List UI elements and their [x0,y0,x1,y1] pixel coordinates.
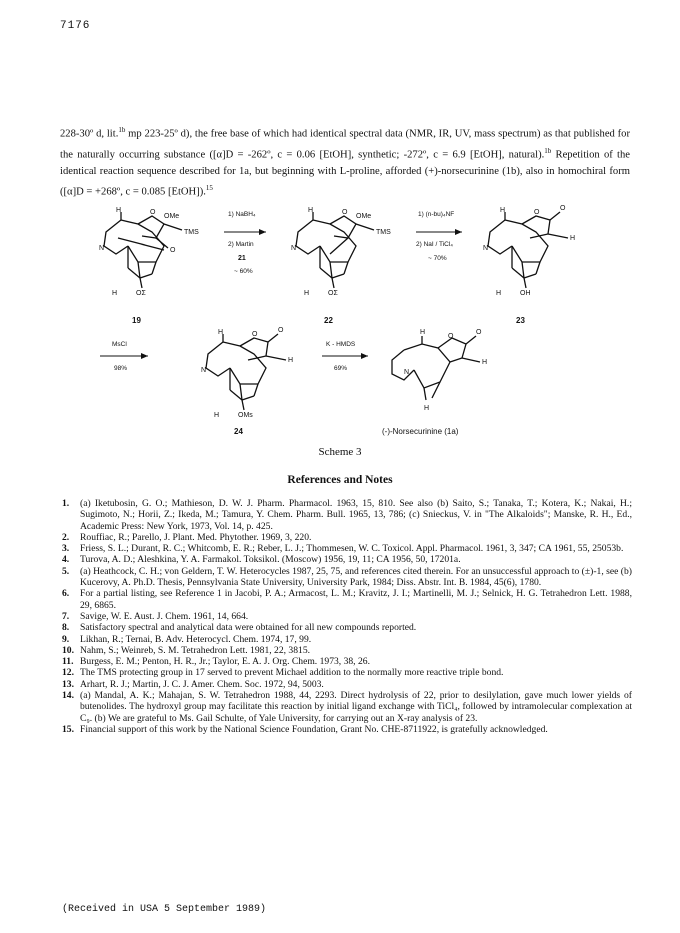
scheme-drawing [60,198,630,438]
c19-n: N [99,245,105,252]
reference-number: 8. [62,622,70,634]
arrow4-reagent: K - HMDS [326,341,356,348]
c1a-label: (-)-Norsecurinine (1a) [382,427,459,436]
reaction-scheme [60,198,630,438]
arrow-3 [100,341,148,372]
reference-item [62,498,632,532]
arrow2-reagent1: 1) (n-bu)₄NF [418,211,455,218]
intro-sup-1: 1b [118,126,126,134]
c23-carbonyl-o: O [560,205,566,212]
c23-o: O [534,209,540,216]
c22-os: OΣ [328,290,338,297]
reference-item [62,667,632,678]
reference-number: 12. [62,667,74,679]
reference-text: Turova, A. D.; Aleshkina, Y. A. Farmakol. Toksikol. (Moscow) 1956, 19, 11; CA 1956, 50, 17201a. [80,554,461,566]
c24-h-vinyl: H [288,357,294,364]
arrow-4 [322,341,368,372]
intro-text-3: Repetition of the identical reaction sequence described for 1a, but beginning with L-proline, afforded (+)-norsecurinine (1b), also in homochiral form ([α]D = +268º, c = 0.085 [EtOH]). [60,149,630,198]
arrow-1 [224,211,266,275]
c24-oms: OMs [238,412,253,419]
reference-item [62,566,632,589]
compound-23-structure [483,205,575,325]
arrow1-compound: 21 [238,255,246,262]
c19-h-bottom: H [112,290,118,297]
c22-ome: OMe [356,213,372,220]
page-number: 7176 [60,20,91,32]
arrow3-reagent: MsCl [112,341,127,348]
c1a-h-vinyl: H [482,359,488,366]
reference-number: 15. [62,723,74,735]
c22-tms: TMS [376,229,391,236]
c19-ome: OMe [164,213,180,220]
reference-item [62,679,632,690]
c19-tms: TMS [184,229,199,236]
intro-sup-2: 1b [544,146,552,155]
reference-number: 4. [62,554,70,566]
c1a-n: N [404,369,410,376]
reference-item [62,588,632,611]
intro-sup-3: 15 [205,184,213,193]
reference-text: (a) Iketubosin, G. O.; Mathieson, D. W. J. Pharm. Pharmacol. 1963, 15, 810. See also (b) Saito, S.; Tanaka, T.; Kotera, K.; Nakai, H.; Sugimoto, N.; Horii, Z.; Ikeda, M.; Tamura, Y. Chem. Pharm. Bull. 1965, 13, 786; (c) Snieckus, V. in "The Alkaloids"; Manske, R. H., Ed., Academic Press: New York, 1973, Vol. 14, p. 425. [80,498,632,532]
reference-text: The TMS protecting group in 17 served to prevent Michael addition to the normally more reactive triple bond. [80,667,504,679]
reference-text: Burgess, E. M.; Penton, H. R., Jr.; Taylor, E. A. J. Org. Chem. 1973, 38, 26. [80,656,370,668]
compound-1a-structure [382,329,487,436]
c23-h-top: H [500,207,506,214]
reference-item [62,724,632,735]
arrow2-reagent2: 2) NaI / TiCl₄ [416,241,453,248]
c22-o: O [342,209,348,216]
reference-text: For a partial listing, see Reference 1 in Jacobi, P. A.; Armacost, L. M.; Kravitz, J. I.; Martinelli, M. J.; Selnick, H. G. Tetrahedron Lett. 1988, 29, 6865. [80,588,632,611]
reference-number: 14. [62,690,74,702]
arrow1-yield: ~ 60% [234,268,253,275]
compound-24-structure [201,327,293,436]
scheme-caption: Scheme 3 [318,446,362,458]
reference-number: 11. [62,656,74,668]
c19-label: 19 [132,316,141,325]
c24-n: N [201,367,207,374]
reference-text: Likhan, R.; Ternai, B. Adv. Heterocycl. Chem. 1974, 17, 99. [80,633,312,645]
arrow4-yield: 69% [334,365,348,372]
c1a-o: O [448,333,454,340]
reference-text: Financial support of this work by the National Science Foundation, Grant No. CHE-8711922, is gratefully acknowledged. [80,723,548,735]
arrow3-yield: 98% [114,365,128,372]
reference-text: Rouffiac, R.; Parello, J. Plant. Med. Phytother. 1969, 3, 220. [80,531,312,543]
c24-h-top: H [218,329,224,336]
reference-number: 9. [62,633,70,645]
reference-number: 10. [62,644,74,656]
c22-label: 22 [324,316,333,325]
intro-text-2: mp 223-25º d), the free base of which had identical spectral data (NMR, IR, UV, mass spectrum) as that published for the naturally occurring substance ([α]D = -262º, c = 0.06 [EtOH], synthetic; -272º, c = 6.9 [EtOH], natural). [60,128,630,161]
reference-text: Friess, S. L.; Durant, R. C.; Whitcomb, E. R.; Reber, L. J.; Thommesen, W. C. Toxicol. Appl. Pharmacol. 1961, 3, 347; CA 1961, 55, 25053b. [80,543,624,555]
c24-h-bottom: H [214,412,220,419]
compound-19-structure [99,207,199,325]
reference-text: (a) Heathcock, C. H.; von Geldern, T. W. Heterocycles 1987, 25, 75, and references cited therein. For an unsuccessful approach to (±)-1, see (b) Kucerovy, A. Ph.D. Thesis, Pennsylvania State University, University Park, 1984; Diss. Abstr. Int. B. 1984, 45(6), 1780. [80,565,632,589]
c1a-carbonyl-o: O [476,329,482,336]
arrow1-reagent2: 2) Martin [228,241,254,248]
reference-item [62,690,632,724]
c22-h-bottom: H [304,290,310,297]
references-list [62,498,632,735]
arrow-2 [416,211,462,262]
received-date: (Received in USA 5 September 1989) [62,904,267,915]
reference-text: Arhart, R. J.; Martin, J. C. J. Amer. Chem. Soc. 1972, 94, 5003. [80,678,324,690]
reference-item [62,554,632,565]
c23-n: N [483,245,489,252]
c23-label: 23 [516,316,525,325]
reference-item [62,645,632,656]
reference-number: 3. [62,543,70,555]
reference-item [62,622,632,633]
reference-text: Nahm, S.; Weinreb, S. M. Tetrahedron Lett. 1981, 22, 3815. [80,644,311,656]
c22-n: N [291,245,297,252]
c19-h-top: H [116,207,122,214]
reference-number: 5. [62,565,70,577]
reference-number: 2. [62,531,70,543]
c1a-h-top: H [420,329,426,336]
compound-22-structure [291,207,391,325]
reference-text: Savige, W. E. Aust. J. Chem. 1961, 14, 664. [80,610,249,622]
arrow2-yield: ~ 70% [428,255,447,262]
reference-item [62,543,632,554]
reference-item [62,656,632,667]
reference-number: 6. [62,588,70,600]
arrow1-reagent1: 1) NaBH₄ [228,211,256,218]
references-heading: References and Notes [287,474,393,486]
reference-number: 13. [62,678,74,690]
intro-paragraph [60,122,630,201]
reference-number: 1. [62,498,70,509]
reference-text: (a) Mandal, A. K.; Mahajan, S. W. Tetrahedron 1988, 44, 2293. Direct hydrolysis of 22, prior to desilylation, gave much lower yields of butenolides. The hydroxyl group may facilitate this reaction by initial ligand exchange with TiCl₄, followed by intramolecular complexation at C₉. (b) We are grateful to Ms. Gail Schulte, of Yale University, for carrying out an X-ray analysis of 23. [80,690,632,724]
c24-label: 24 [234,427,243,436]
intro-text-1: 228-30º d, lit. [60,128,119,140]
c24-o: O [252,331,258,338]
reference-item [62,611,632,622]
c24-carbonyl-o: O [278,327,284,334]
c19-os: OΣ [136,290,146,297]
c23-oh: OH [520,290,531,297]
reference-item [62,634,632,645]
c19-ketone-o: O [170,247,176,254]
c23-h-bottom: H [496,290,502,297]
reference-text: Satisfactory spectral and analytical data were obtained for all new compounds reported. [80,622,417,634]
c19-o: O [150,209,156,216]
reference-number: 7. [62,610,70,622]
c23-h-vinyl: H [570,235,576,242]
c22-h-top: H [308,207,314,214]
c1a-h-bottom: H [424,405,430,412]
reference-item [62,532,632,543]
